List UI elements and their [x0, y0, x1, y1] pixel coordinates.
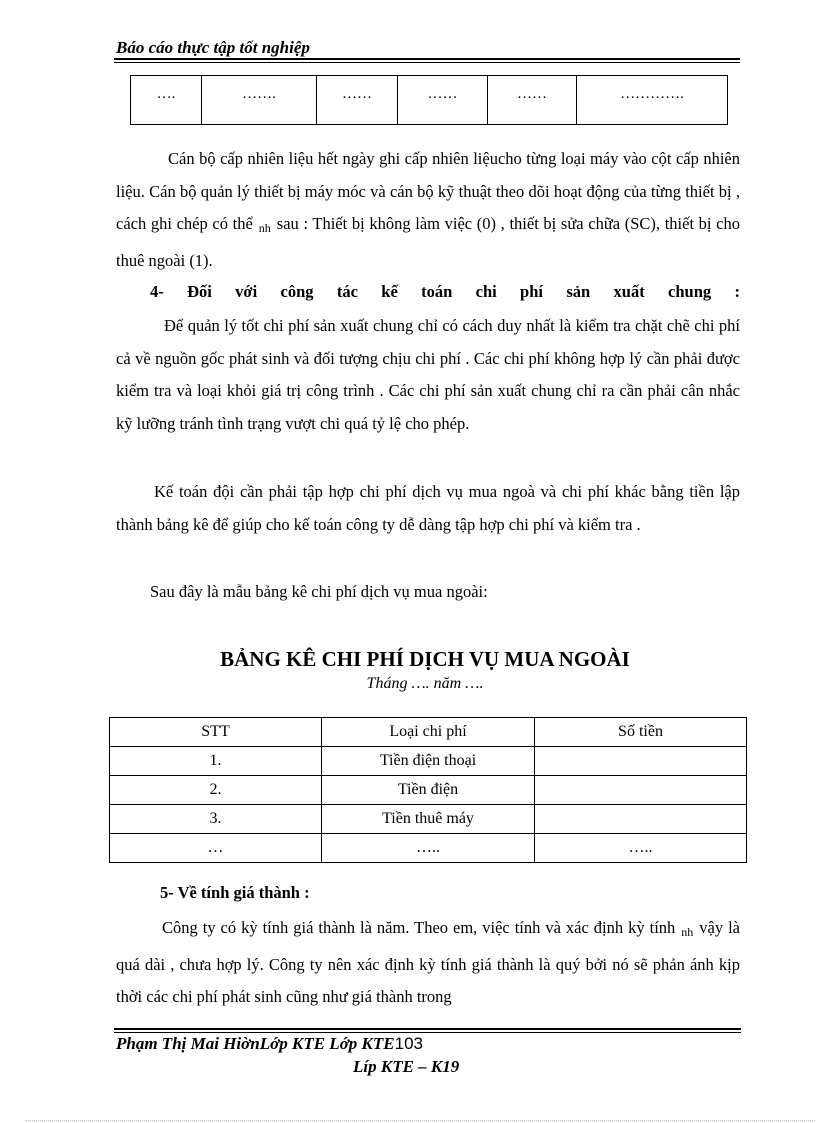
paragraph-text: sau : Thiết bị không làm việc (0) , thiết bị sửa chữa (SC), thiết bị cho thuê ngoài (1).: [116, 214, 740, 270]
paragraph-team-accounting: Kế toán đội cần phải tập hợp chi phí dịch vụ mua ngoà và chi phí khác bằng tiền lập thành bảng kê để giúp cho kế toán công ty dễ dàng tập hợp chi phí và kiểm tra .: [116, 482, 740, 534]
page-number: 103: [394, 1034, 423, 1053]
paragraph-template-intro: Sau đây là mẫu bảng kê chi phí dịch vụ mua ngoài:: [150, 582, 488, 601]
header-rule-thick: [114, 58, 740, 60]
table-header-cell: Loại chi phí: [322, 718, 535, 747]
footer-author-text: Phạm Thị Mai HiờnLớp KTE Lớp KTE: [116, 1034, 395, 1053]
table-cell: [535, 747, 747, 776]
table-cell: [535, 776, 747, 805]
table-cell: ……: [398, 76, 488, 125]
table-row: [110, 834, 747, 863]
table-cell: 1.: [110, 747, 322, 776]
table-header-row: [110, 718, 747, 747]
footer-rule-thick: [114, 1028, 741, 1030]
table-header-cell: Số tiền: [535, 718, 747, 747]
cost-table-title: BẢNG KÊ CHI PHÍ DỊCH VỤ MUA NGOÀI: [220, 647, 630, 671]
paragraph-fuel-log: [116, 143, 740, 277]
table-cell: [535, 805, 747, 834]
page-edge-divider: [25, 1120, 815, 1121]
table-cell: ….: [131, 76, 202, 125]
heading-text: 5- Về tính giá thành :: [160, 883, 310, 902]
table-header-cell: STT: [110, 718, 322, 747]
section-heading-5: [116, 877, 740, 910]
footer-class: Líp KTE – K19: [353, 1057, 460, 1076]
top-partial-table: [130, 75, 728, 125]
paragraph-costing-period: [116, 912, 740, 1014]
table-cell: 3.: [110, 805, 322, 834]
section-heading-4: [116, 276, 740, 309]
table-cell: Tiền điện thoại: [322, 747, 535, 776]
cost-table-subtitle: Tháng …. năm ….: [366, 675, 484, 692]
paragraph-overhead-costs: Để quản lý tốt chi phí sản xuất chung chỉ có cách duy nhất là kiểm tra chặt chẽ chi phí cả về nguồn gốc phát sinh và đối tượng chịu chi phí . Các chi phí không hợp lý cần phải được kiểm tra và loại khỏi giá trị công trình . Các chi phí sản xuất chung chỉ ra cần phải cân nhắc kỹ lưỡng tránh tình trạng vượt chi quá tỷ lệ cho phép.: [116, 316, 740, 433]
paragraph-fragment: nh: [258, 221, 271, 235]
table-cell: …….: [202, 76, 317, 125]
cost-table: [109, 717, 747, 863]
table-cell: …: [110, 834, 322, 863]
table-row: [110, 776, 747, 805]
table-row: [110, 747, 747, 776]
paragraph-text: Cán bộ cấp nhiên liệu hết ngày ghi cấp nhiên liệucho từng loại máy vào cột cấp nhiên liệu. Cán bộ quản lý thiết bị máy móc và cán bộ kỹ thuật theo dõi hoạt động của từng thiết bị , cách ghi chép có thể: [116, 149, 740, 233]
table-cell: …..: [322, 834, 535, 863]
heading-text: 4- Đối với công tác kế toán chi phí sản xuất chung :: [150, 282, 740, 301]
table-cell: …..: [535, 834, 747, 863]
table-row: [131, 76, 728, 125]
table-cell: ………….: [577, 76, 728, 125]
table-row: [110, 805, 747, 834]
paragraph-text: Công ty có kỳ tính giá thành là năm. Theo em, việc tính và xác định kỳ tính: [162, 918, 676, 937]
footer-rule-thin: [114, 1032, 741, 1033]
table-cell: ……: [317, 76, 398, 125]
table-cell: Tiền thuê máy: [322, 805, 535, 834]
page-header-title: Báo cáo thực tập tốt nghiệp: [116, 38, 310, 57]
paragraph-text: vậy là quá dài , chưa hợp lý. Công ty nên xác định kỳ tính giá thành là quý bởi nó sẽ phản ánh kịp thời các chi phí phát sinh cũng như giá thành trong: [116, 918, 740, 1006]
footer-author: [116, 1034, 423, 1054]
table-cell: 2.: [110, 776, 322, 805]
paragraph-fragment: nh: [681, 925, 694, 939]
header-rule-thin: [114, 62, 740, 63]
table-cell: Tiền điện: [322, 776, 535, 805]
table-cell: ……: [488, 76, 577, 125]
